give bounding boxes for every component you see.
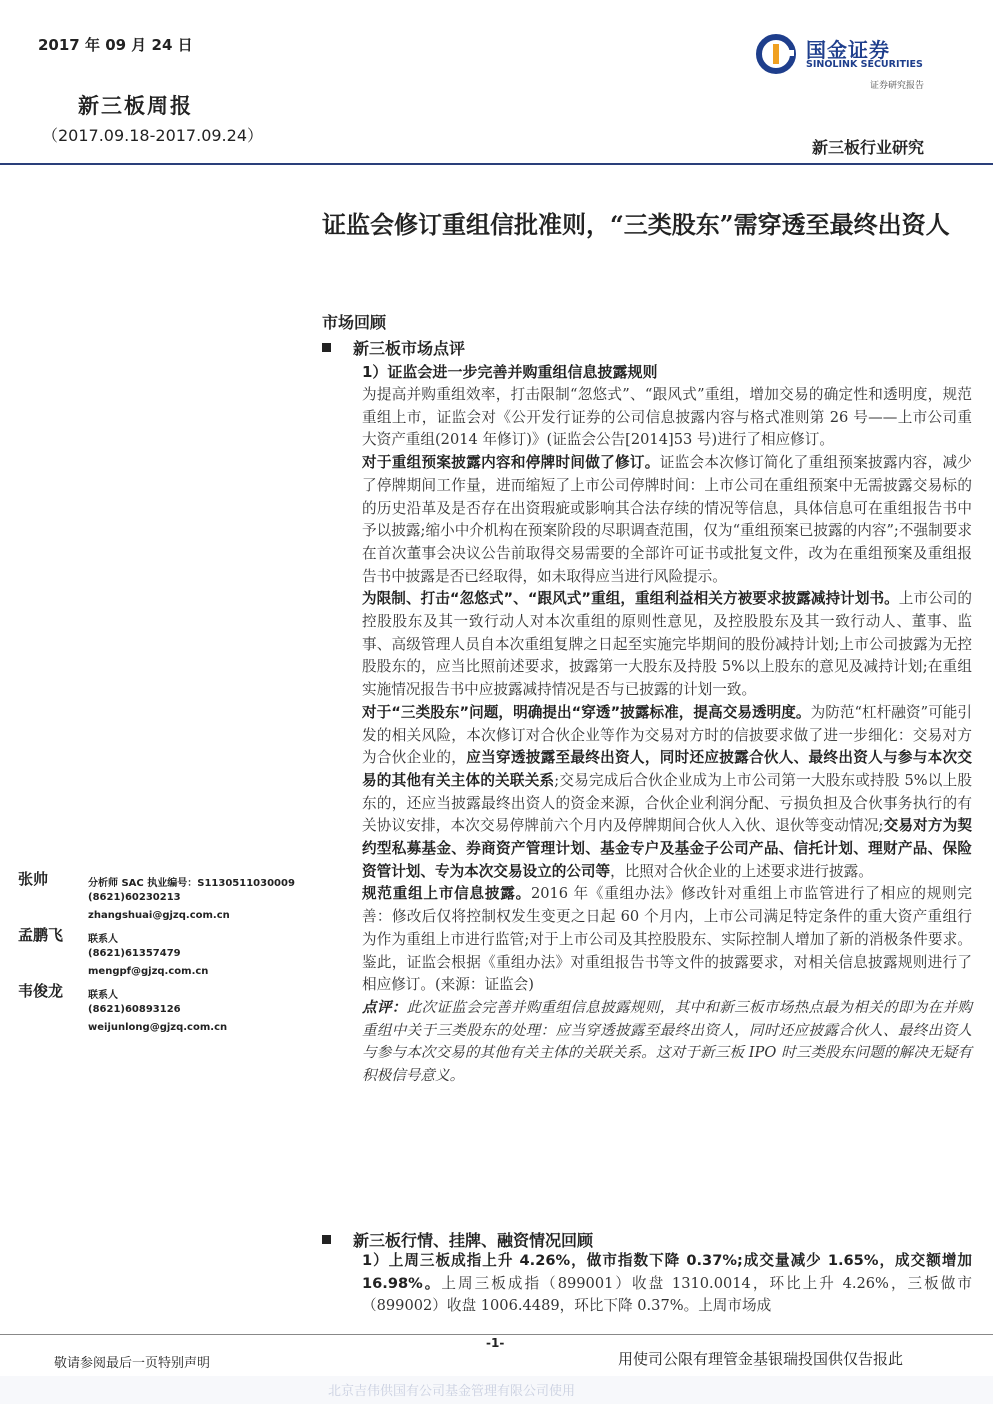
comment-text: 此次证监会完善并购重组信息披露规则，其中和新三板市场热点最为相关的即为在并购重组中关于三类股东的处理：应当穿透披露至最终出资人，同时还应披露合伙人、最终出资人与参与本次交易的其他有关主体的关联关系。这对于新三板 IPO 时三类股东问题的解决无疑有积极信号意义。 (362, 998, 972, 1085)
analyst-phone: (8621)61357479 (88, 948, 181, 959)
analyst-phone: (8621)60893126 (88, 1004, 181, 1015)
report-title: 证监会修订重组信批准则，“三类股东”需穿透至最终出资人 (322, 210, 950, 239)
analyst-title: 分析师 SAC 执业编号：S1130511030009 (88, 878, 295, 889)
company-logo (756, 30, 956, 90)
paragraph-4-bold-2: 应当穿透披露至最终出资人，同时还应披露合伙人、最终出资人与参与本次交易的其他有关主体的关联关系 (362, 749, 972, 789)
analyst-email[interactable]: weijunlong@gjzq.com.cn (88, 1022, 228, 1033)
analyst-email[interactable]: mengpf@gjzq.com.cn (88, 966, 209, 977)
footer-mirrored-notice: 用使司公限有理管金基银瑞投国供仅告报此 (618, 1350, 904, 1368)
market-summary-lead: 1）上周三板成指上升 4.26%，做市指数下降 0.37%;成交量减少 1.65%，成交额增加 16.98%。 (362, 1252, 972, 1292)
paragraph-4-bold-3: 交易对方为契约型私募基金、券商资产管理计划、基金专户及基金子公司产品、信托计划、理财产品、保险资管计划、专为本次交易设立的公司等 (362, 817, 972, 880)
paragraph-5 (362, 883, 972, 997)
paragraph-2 (362, 452, 972, 588)
market-summary (362, 1250, 972, 1318)
analyst-phone: (8621)60230213 (88, 892, 181, 903)
analyst-name: 韦俊龙 (18, 982, 64, 1000)
paragraph-3-text: 上市公司的控股股东及其一致行动人对本次重组的原则性意见，及控股股东及其一致行动人、董事、监事、高级管理人员自本次重组复牌之日起至实施完毕期间的股份减持计划;上市公司披露为无控股股东的，应当比照前述要求，披露第一大股东及持股 5%以上股东的意见及减持计划;在重组实施情况报告书中应披露减持情况是否与已披露的计划一致。 (362, 590, 972, 699)
logo-en-text: SINOLINK SECURITIES (806, 59, 923, 70)
logo-mark-icon (756, 34, 796, 74)
section-title: 市场回顾 (322, 313, 387, 332)
analyst-name: 张帅 (18, 870, 49, 888)
page-number: -1- (486, 1336, 505, 1350)
bullet-square-icon (322, 343, 331, 352)
paragraph-4-lead: 对于“三类股东”问题，明确提出“穿透”披露标准，提高交易透明度。 (362, 703, 811, 721)
comment-paragraph (362, 997, 972, 1088)
paragraph-1: 为提高并购重组效率，打击限制“忽悠式”、“跟风式”重组，增加交易的确定性和透明度，规范重组上市，证监会对《公开发行证券的公司信息披露内容与格式准则第 26 号——上市公司重大资产重组(2014 年修订)》(证监会公告[2014]53 号)进行了相应修订。 (362, 386, 972, 449)
comment-label: 点评： (362, 998, 407, 1016)
paragraph-3-lead: 为限制、打击“忽悠式”、“跟风式”重组，重组利益相关方被要求披露减持计划书。 (362, 590, 899, 608)
bullet-heading-text: 新三板市场点评 (353, 339, 466, 358)
paragraph-4 (362, 702, 972, 884)
paragraph-2-lead: 对于重组预案披露内容和停牌时间做了修订。 (362, 454, 660, 472)
paragraph-4-text-a: 为防范“杠杆融资”可能引发的相关风险，本次修订对合伙企业等作为交易对方时的信披要求做了进一步细化：交易对方为合伙企业的， (362, 703, 972, 767)
report-period: （2017.09.18-2017.09.24） (42, 126, 263, 145)
article-body (362, 384, 972, 1088)
paragraph-4-text-b: ;交易完成后合伙企业成为上市公司第一大股东或持股 5%以上股东的，还应当披露最终出资人的资金来源，合伙企业利润分配、亏损负担及合伙事务执行的有关协议安排，本次交易停牌前六个月内及停牌期间合伙人入伙、退伙等变动情况; (362, 771, 972, 835)
bullet-heading-market-data (322, 1228, 593, 1251)
footer-disclaimer: 敬请参阅最后一页特别声明 (54, 1356, 211, 1371)
analyst-name: 孟鹏飞 (18, 926, 64, 944)
paragraph-4-text-c: ，比照对合伙企业的上述要求进行披露。 (610, 862, 873, 880)
analyst-entry (18, 868, 318, 924)
analyst-entry (18, 924, 318, 980)
subheading-1: 1）证监会进一步完善并购重组信息披露规则 (362, 363, 658, 381)
footer-watermark: 北京吉伟供国有公司基金管理有限公司使用 (328, 1384, 576, 1399)
report-date: 2017 年 09 月 24 日 (38, 36, 193, 54)
market-summary-text: 上周三板成指（899001）收盘 1310.0014，环比上升 4.26%，三板做市（899002）收盘 1006.4489，环比下降 0.37%。上周市场成 (362, 1274, 972, 1315)
bullet-heading-market-review (322, 336, 465, 359)
paragraph-2-text: 证监会本次修订简化了重组预案披露内容，减少了停牌期间工作量，进而缩短了上市公司停牌时间：上市公司在重组预案中无需披露交易标的的历史沿革及是否存在出资瑕疵或影响其合法存续的情况等信息，具体信息可在重组报告书中予以披露;缩小中介机构在预案阶段的尽职调查范围，仅为“重组预案已披露的内容”;不强制要求在首次董事会决议公告前取得交易需要的全部许可证书或批复文件，改为在重组预案及重组报告书中披露是否已经取得，如未取得应当进行风险提示。 (362, 454, 972, 585)
analyst-title: 联系人 (88, 990, 118, 1001)
analyst-entry (18, 980, 318, 1036)
header-divider (0, 163, 993, 165)
analyst-panel (18, 868, 318, 1036)
bullet-square-icon (322, 1235, 331, 1244)
analyst-title: 联系人 (88, 934, 118, 945)
analyst-email[interactable]: zhangshuai@gjzq.com.cn (88, 910, 230, 921)
paragraph-5-lead: 规范重组上市信息披露。 (362, 885, 531, 903)
logo-cn-text: 国金证券 (806, 38, 890, 62)
report-name: 新三板周报 (78, 93, 193, 118)
bullet-heading-text: 新三板行情、挂牌、融资情况回顾 (353, 1231, 594, 1250)
logo-subtitle: 证券研究报告 (870, 81, 925, 91)
paragraph-5-text: 2016 年《重组办法》修改针对重组上市监管进行了相应的规则完善：修改后仅将控制权发生变更之日起 60 个月内，上市公司满足特定条件的重大资产重组行为作为重组上市进行监管;对于上市公司及其控股股东、实际控制人增加了新的消极条件要求。鉴此，证监会根据《重组办法》对重组报告书等文件的披露要求，对相关信息披露规则进行了相应修订。(来源：证监会) (362, 885, 972, 994)
footer-divider (0, 1334, 993, 1335)
industry-label: 新三板行业研究 (812, 138, 925, 157)
paragraph-3 (362, 588, 972, 702)
